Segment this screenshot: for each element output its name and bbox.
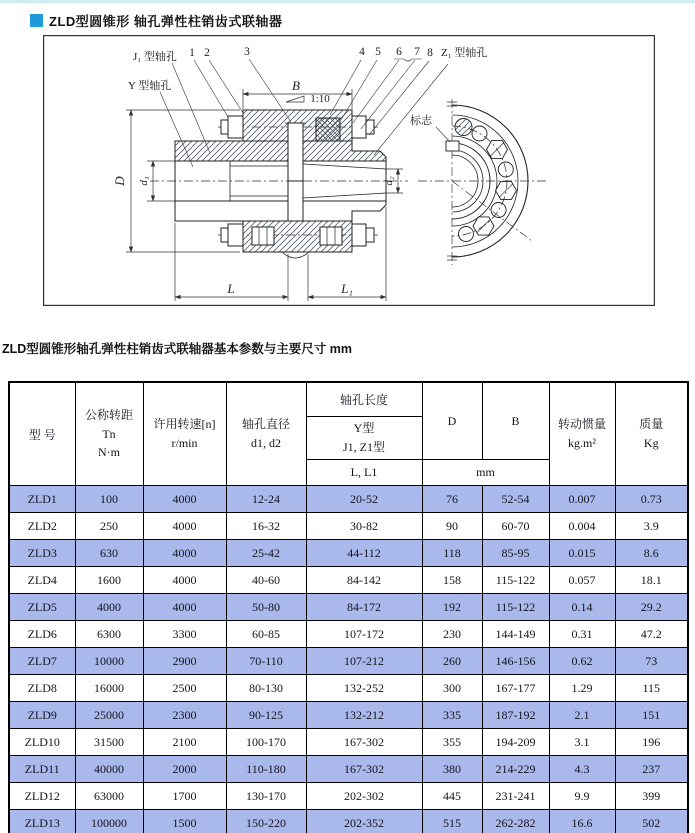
coupling-drawing-svg (43, 35, 655, 306)
value-cell: 0.73 (615, 486, 688, 513)
value-cell: 445 (422, 783, 482, 810)
page-title: ZLD型圆锥形 轴孔弹性柱销齿式联轴器 (49, 14, 283, 29)
value-cell: 1500 (143, 810, 226, 833)
value-cell: 0.015 (549, 540, 615, 567)
value-cell: 30-82 (306, 513, 422, 540)
table-row-ZLD2 (9, 513, 688, 540)
model-cell: ZLD12 (9, 783, 75, 810)
value-cell: 12-24 (226, 486, 306, 513)
value-cell: 52-54 (482, 486, 549, 513)
part-number-2: 2 (204, 47, 210, 59)
mark-target-rect (446, 141, 459, 151)
value-cell: 85-95 (482, 540, 549, 567)
value-cell: 335 (422, 702, 482, 729)
value-cell: 515 (422, 810, 482, 833)
value-cell: 40-60 (226, 567, 306, 594)
header-bore-diameter (226, 382, 306, 486)
header-mass-line2: Kg (643, 436, 659, 450)
value-cell: 0.007 (549, 486, 615, 513)
value-cell: 107-172 (306, 621, 422, 648)
value-cell: 158 (422, 567, 482, 594)
part-number-7: 7 (414, 46, 420, 58)
value-cell: 76 (422, 486, 482, 513)
value-cell: 16000 (75, 675, 143, 702)
model-cell: ZLD4 (9, 567, 75, 594)
value-cell: 0.31 (549, 621, 615, 648)
value-cell: 115-122 (482, 567, 549, 594)
header-torque-line1: 公称转距 (84, 408, 133, 423)
value-cell: 47.2 (615, 621, 688, 648)
value-cell: 2100 (143, 729, 226, 756)
header-bore-diameter-line1: 轴孔直径 (241, 417, 290, 432)
model-cell: ZLD9 (9, 702, 75, 729)
header-speed-line2: r/min (171, 436, 198, 450)
value-cell: 380 (422, 756, 482, 783)
value-cell: 202-352 (306, 810, 422, 833)
value-cell: 50-80 (226, 594, 306, 621)
technical-drawing (43, 35, 655, 306)
drawing-frame (44, 36, 655, 306)
model-cell: ZLD2 (9, 513, 75, 540)
value-cell: 3.1 (549, 729, 615, 756)
value-cell: 70-110 (226, 648, 306, 675)
header-model: 型 号 (9, 382, 75, 486)
value-cell: 2300 (143, 702, 226, 729)
value-cell: 151 (615, 702, 688, 729)
header-mass-line1: 质量 (639, 417, 664, 432)
dim-b-label: B (292, 78, 300, 93)
value-cell: 4000 (143, 594, 226, 621)
table-row-ZLD12 (9, 783, 688, 810)
header-speed-line1: 许用转速[n] (153, 417, 216, 432)
header-torque-line2: Tn (102, 426, 116, 441)
dim-d1-label: d₁ (138, 176, 150, 186)
value-cell: 0.62 (549, 648, 615, 675)
table-row-ZLD6 (9, 621, 688, 648)
value-cell: 90 (422, 513, 482, 540)
value-cell: 0.14 (549, 594, 615, 621)
value-cell: 107-212 (306, 648, 422, 675)
value-cell: 16-32 (226, 513, 306, 540)
value-cell: 29.2 (615, 594, 688, 621)
value-cell: 60-70 (482, 513, 549, 540)
value-cell: 3300 (143, 621, 226, 648)
value-cell: 214-229 (482, 756, 549, 783)
value-cell: 194-209 (482, 729, 549, 756)
value-cell: 230 (422, 621, 482, 648)
header-bore-diameter-line2: d1, d2 (251, 436, 281, 450)
table-row-ZLD8 (9, 675, 688, 702)
model-cell: ZLD7 (9, 648, 75, 675)
table-caption: ZLD型圆锥形轴孔弹性柱销齿式联轴器基本参数与主要尺寸 mm (2, 342, 353, 356)
table-row-ZLD9 (9, 702, 688, 729)
value-cell: 144-149 (482, 621, 549, 648)
value-cell: 167-302 (306, 729, 422, 756)
value-cell: 10000 (75, 648, 143, 675)
model-cell: ZLD10 (9, 729, 75, 756)
value-cell: 2500 (143, 675, 226, 702)
part-number-1: 1 (189, 47, 195, 59)
value-cell: 80-130 (226, 675, 306, 702)
model-cell: ZLD13 (9, 810, 75, 833)
value-cell: 9.9 (549, 783, 615, 810)
value-cell: 0.057 (549, 567, 615, 594)
value-cell: 63000 (75, 783, 143, 810)
model-cell: ZLD11 (9, 756, 75, 783)
table-row-ZLD11 (9, 756, 688, 783)
value-cell: 0.004 (549, 513, 615, 540)
value-cell: 115 (615, 675, 688, 702)
model-cell: ZLD1 (9, 486, 75, 513)
value-cell: 20-52 (306, 486, 422, 513)
dim-d2-label: d₂ (383, 176, 395, 186)
value-cell: 132-212 (306, 702, 422, 729)
part-number-4: 4 (359, 46, 365, 58)
value-cell: 231-241 (482, 783, 549, 810)
label-z1-bore: Z₁ 型轴孔 (441, 47, 488, 59)
header-inertia (549, 382, 615, 486)
value-cell: 4.3 (549, 756, 615, 783)
dim-l-label: L (227, 281, 235, 296)
value-cell: 3.9 (615, 513, 688, 540)
value-cell: 40000 (75, 756, 143, 783)
value-cell: 167-177 (482, 675, 549, 702)
value-cell: 100000 (75, 810, 143, 833)
value-cell: 73 (615, 648, 688, 675)
table-row-ZLD5 (9, 594, 688, 621)
value-cell: 2000 (143, 756, 226, 783)
value-cell: 146-156 (482, 648, 549, 675)
header-B: B (482, 382, 549, 460)
value-cell: 16.6 (549, 810, 615, 833)
table-row-ZLD13 (9, 810, 688, 833)
value-cell: 84-172 (306, 594, 422, 621)
value-cell: 8.6 (615, 540, 688, 567)
header-inertia-line1: 转动惯量 (557, 417, 606, 432)
value-cell: 1600 (75, 567, 143, 594)
dim-d-label: D (112, 176, 127, 186)
value-cell: 202-302 (306, 783, 422, 810)
value-cell: 4000 (143, 567, 226, 594)
header-j1z1-type: J1, Z1型 (342, 440, 385, 454)
table-row-ZLD10 (9, 729, 688, 756)
label-mark: 标志 (410, 115, 432, 127)
part-number-3: 3 (244, 46, 250, 58)
value-cell: 110-180 (226, 756, 306, 783)
header-D: D (422, 382, 482, 460)
table-row-ZLD1 (9, 486, 688, 513)
value-cell: 44-112 (306, 540, 422, 567)
value-cell: 237 (615, 756, 688, 783)
taper-ratio-label: 1:10 (310, 93, 330, 105)
header-y-type: Y型 (353, 421, 375, 436)
value-cell: 630 (75, 540, 143, 567)
value-cell: 192 (422, 594, 482, 621)
value-cell: 4000 (143, 486, 226, 513)
value-cell: 262-282 (482, 810, 549, 833)
value-cell: 25-42 (226, 540, 306, 567)
value-cell: 84-142 (306, 567, 422, 594)
label-j1-bore: J₁ 型轴孔 (133, 51, 177, 63)
part-number-8: 8 (427, 47, 433, 59)
value-cell: 60-85 (226, 621, 306, 648)
label-y-bore: Y 型轴孔 (128, 80, 172, 92)
dim-l1-label: L₁ (341, 281, 353, 296)
value-cell: 4000 (143, 513, 226, 540)
value-cell: 399 (615, 783, 688, 810)
value-cell: 150-220 (226, 810, 306, 833)
value-cell: 260 (422, 648, 482, 675)
value-cell: 90-125 (226, 702, 306, 729)
title-bullet-icon (30, 14, 43, 27)
part-number-6: 6 (396, 46, 402, 58)
spec-table (8, 381, 689, 833)
value-cell: 31500 (75, 729, 143, 756)
header-bore-types (306, 417, 422, 460)
header-speed (143, 382, 226, 486)
value-cell: 25000 (75, 702, 143, 729)
value-cell: 502 (615, 810, 688, 833)
value-cell: 130-170 (226, 783, 306, 810)
model-cell: ZLD3 (9, 540, 75, 567)
header-torque-line3: N·m (98, 445, 120, 460)
value-cell: 115-122 (482, 594, 549, 621)
value-cell: 6300 (75, 621, 143, 648)
header-inertia-line2: kg.m² (568, 436, 596, 450)
value-cell: 100 (75, 486, 143, 513)
table-row-ZLD7 (9, 648, 688, 675)
value-cell: 132-252 (306, 675, 422, 702)
value-cell: 167-302 (306, 756, 422, 783)
table-row-ZLD4 (9, 567, 688, 594)
value-cell: 2.1 (549, 702, 615, 729)
model-cell: ZLD5 (9, 594, 75, 621)
table-row-ZLD3 (9, 540, 688, 567)
header-torque (75, 382, 143, 486)
model-cell: ZLD8 (9, 675, 75, 702)
value-cell: 18.1 (615, 567, 688, 594)
value-cell: 355 (422, 729, 482, 756)
value-cell: 100-170 (226, 729, 306, 756)
value-cell: 300 (422, 675, 482, 702)
section-title-row (30, 11, 282, 30)
value-cell: 1700 (143, 783, 226, 810)
model-cell: ZLD6 (9, 621, 75, 648)
value-cell: 196 (615, 729, 688, 756)
value-cell: 4000 (75, 594, 143, 621)
value-cell: 4000 (143, 540, 226, 567)
value-cell: 250 (75, 513, 143, 540)
header-l-l1: L, L1 (306, 460, 422, 486)
value-cell: 2900 (143, 648, 226, 675)
value-cell: 187-192 (482, 702, 549, 729)
part-number-5: 5 (375, 46, 381, 58)
value-cell: 1.29 (549, 675, 615, 702)
header-bore-length: 轴孔长度 (306, 382, 422, 417)
header-mass (615, 382, 688, 486)
value-cell: 118 (422, 540, 482, 567)
header-mm-unit: mm (422, 460, 549, 486)
